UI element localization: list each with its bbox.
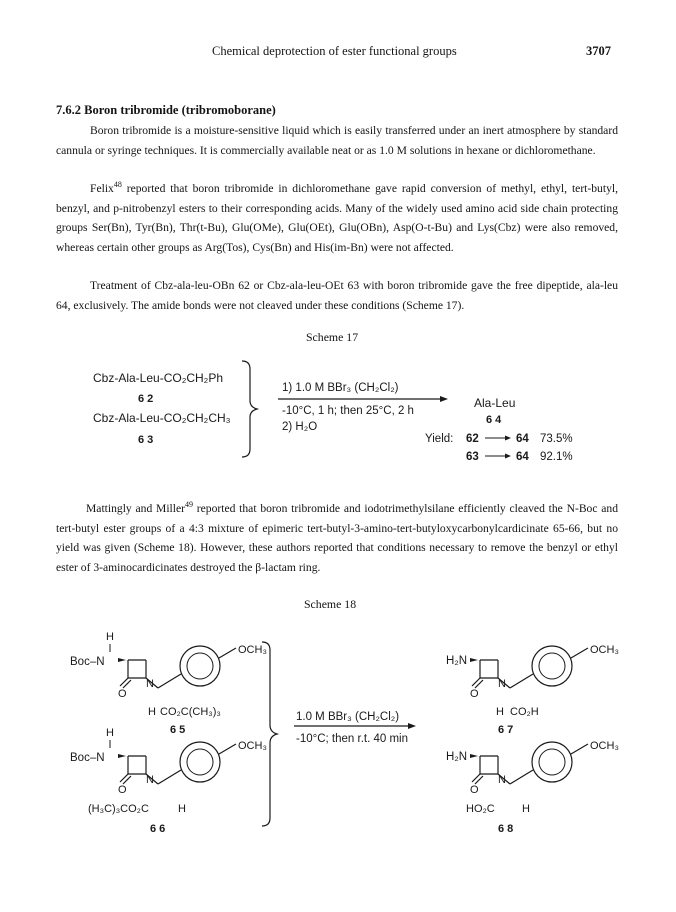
s18-boc65: Boc–N bbox=[70, 656, 105, 668]
s18-o68: O bbox=[470, 784, 479, 796]
s18-acid67: CO₂H bbox=[510, 706, 539, 718]
s18-arrow-head bbox=[408, 723, 416, 729]
paragraph-4 bbox=[56, 499, 618, 577]
s18-boc66: Boc–N bbox=[70, 752, 105, 764]
s18-o65: O bbox=[118, 688, 127, 700]
s18-och3-65: OCH₃ bbox=[238, 644, 267, 656]
s17-cond3: 2) H₂O bbox=[282, 421, 318, 433]
s18-n66: N bbox=[146, 774, 154, 786]
s18-och3-66: OCH₃ bbox=[238, 740, 267, 752]
s17-yield-label: Yield: bbox=[425, 433, 454, 445]
paragraph-3: Treatment of Cbz-ala-leu-OBn 62 or Cbz-ala-leu-OEt 63 with boron tribromide gave the free dipeptide, ala-leu 64, exclusively. The amide bonds were not cleaved under these conditions (Scheme 17). bbox=[56, 279, 618, 312]
s18-och3-67: OCH₃ bbox=[590, 644, 619, 656]
s17-sm1: Cbz-Ala-Leu-CO₂CH₂Ph bbox=[93, 371, 224, 385]
s18-h68: H bbox=[522, 803, 530, 815]
s18-h2n-68: H₂N bbox=[446, 751, 468, 763]
s18-cond1: 1.0 M BBr₃ (CH₂Cl₂) bbox=[296, 711, 400, 723]
s17-sm2: Cbz-Ala-Leu-CO₂CH₂CH₃ bbox=[93, 411, 231, 425]
s17-product: Ala-Leu bbox=[474, 396, 516, 410]
s18-ester65: CO₂C(CH₃)₃ bbox=[160, 706, 221, 718]
s17-y1-arrow-head bbox=[505, 436, 511, 441]
p4-text-b: reported that boron tribromide and iodotrimethylsilane efficiently cleaved the N-Boc and tert-butyl ester groups of a 4:3 mixture of epimeric tert-butyl-3-amino-tert-butyloxycarbonylcardicinate 65-66, but no yield was given (Scheme 18). However, these authors reported that conditions necessary to remove the benzyl or ethyl ester of 3-aminocardicinates destroyed the β-lactam ring. bbox=[56, 502, 619, 574]
scheme-17-caption: Scheme 17 bbox=[306, 330, 359, 344]
s18-wedge68 bbox=[470, 754, 478, 758]
s18-h2n-67: H₂N bbox=[446, 655, 468, 667]
s18-h65: H bbox=[148, 706, 156, 718]
running-header: Chemical deprotection of ester functional groups bbox=[212, 44, 457, 58]
s18-acid68: HO₂C bbox=[466, 803, 495, 815]
s18-h66-top: H bbox=[106, 727, 114, 739]
scheme-18-caption: Scheme 18 bbox=[304, 597, 357, 611]
s18-lactam65 bbox=[120, 646, 236, 688]
scheme-18 bbox=[0, 620, 676, 870]
s18-wedge66 bbox=[118, 754, 126, 758]
s18-cond2: -10°C; then r.t. 40 min bbox=[296, 733, 408, 745]
s18-num68: 6 8 bbox=[498, 823, 514, 835]
p2-ref: 48 bbox=[113, 180, 122, 190]
s17-y2-from: 63 bbox=[466, 451, 479, 463]
s18-brace bbox=[262, 642, 277, 826]
s17-num1: 6 2 bbox=[138, 393, 154, 405]
s18-num65: 6 5 bbox=[170, 724, 186, 736]
s17-y1-from: 62 bbox=[466, 433, 479, 445]
s18-num67: 6 7 bbox=[498, 724, 514, 736]
s18-lactam67 bbox=[472, 646, 588, 688]
s18-wedge65 bbox=[118, 658, 126, 662]
s18-n68: N bbox=[498, 774, 506, 786]
s18-o66: O bbox=[118, 784, 127, 796]
page-number: 3707 bbox=[586, 44, 611, 58]
s17-brace bbox=[242, 361, 257, 457]
s18-ester66: (H₃C)₃CO₂C bbox=[88, 803, 149, 815]
s18-o67: O bbox=[470, 688, 479, 700]
s17-cond2: -10°C, 1 h; then 25°C, 2 h bbox=[282, 405, 414, 417]
s18-och3-68: OCH₃ bbox=[590, 740, 619, 752]
paragraph-2 bbox=[56, 179, 618, 257]
s18-h66: H bbox=[178, 803, 186, 815]
p2-text-a: Felix bbox=[90, 182, 114, 195]
s17-y1-to: 64 bbox=[516, 433, 529, 445]
p2-text-b: reported that boron tribromide in dichloromethane gave rapid conversion of methyl, ethyl, tert-butyl, benzyl, and p-nitrobenzyl esters to their corresponding acids. Many of the widely used amino acid side chain protecting groups Ser(Bn), Tyr(Bn), Thr(t-Bu), Glu(OMe), Glu(OEt), Glu(OBn), Asp(O-t-Bu) and Lys(Cbz) were also removed, whereas certain other groups as Arg(Tos), Cys(Bn) and His(im-Bn) were not affected. bbox=[56, 182, 618, 254]
s18-lactam68 bbox=[472, 742, 588, 784]
p4-ref: 49 bbox=[185, 500, 193, 510]
section-heading: 7.6.2 Boron tribromide (tribromoborane) bbox=[56, 103, 276, 117]
s18-lactam66 bbox=[120, 742, 236, 784]
s18-n65: N bbox=[146, 678, 154, 690]
p4-text-a: Mattingly and Miller bbox=[86, 502, 185, 515]
s17-product-num: 6 4 bbox=[486, 414, 502, 426]
s17-y1-value: 73.5% bbox=[540, 433, 573, 445]
s18-h65-top: H bbox=[106, 631, 114, 643]
s17-num2: 6 3 bbox=[138, 434, 154, 446]
s18-num66: 6 6 bbox=[150, 823, 166, 835]
s17-y2-arrow-head bbox=[505, 454, 511, 459]
paragraph-1: Boron tribromide is a moisture-sensitive liquid which is easily transferred under an inert atmosphere by standard cannula or syringe techniques. It is commercially available neat or as 1.0 M solutions in hexane or dichloromethane. bbox=[56, 124, 618, 157]
s18-n67: N bbox=[498, 678, 506, 690]
scheme-17 bbox=[0, 355, 676, 465]
s17-arrow-head bbox=[440, 396, 448, 402]
s17-y2-value: 92.1% bbox=[540, 451, 573, 463]
s17-y2-to: 64 bbox=[516, 451, 529, 463]
s18-h67: H bbox=[496, 706, 504, 718]
s17-cond1: 1) 1.0 M BBr₃ (CH₂Cl₂) bbox=[282, 382, 399, 394]
s18-wedge67 bbox=[470, 658, 478, 662]
